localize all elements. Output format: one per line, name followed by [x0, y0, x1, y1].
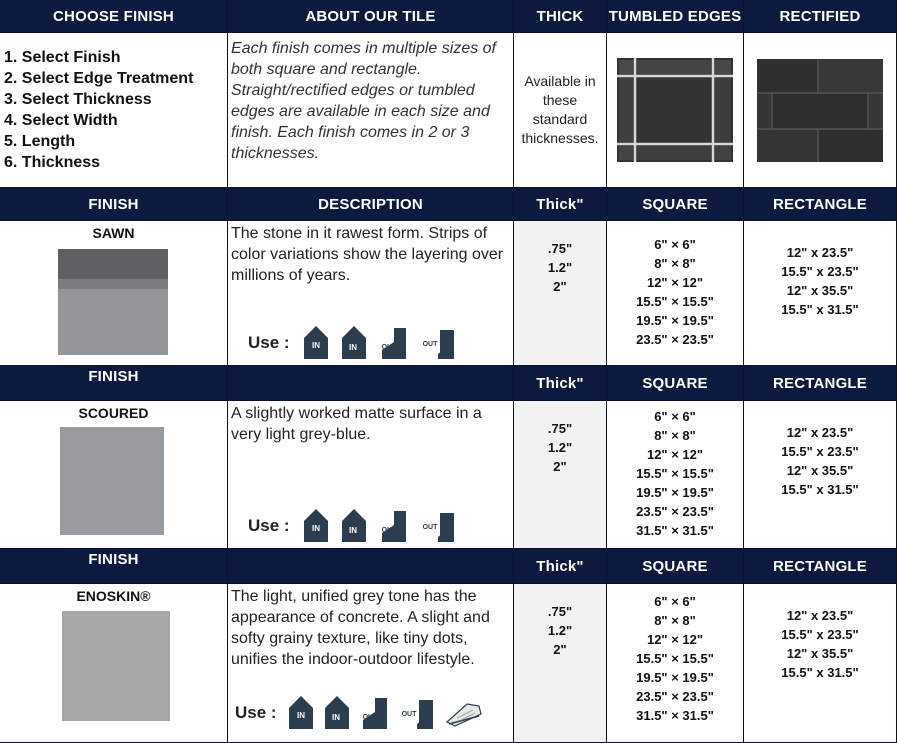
- use-label: Use :: [248, 515, 290, 535]
- square-header: SQUARE: [607, 366, 744, 401]
- rectangle-sizes-enoskin: [744, 584, 897, 743]
- square-size: 23.5" × 23.5": [636, 689, 714, 704]
- indoor-floor-icon: [302, 324, 330, 360]
- step-item: 6. Thickness: [4, 154, 101, 171]
- finish-sawn: [0, 221, 228, 366]
- square-header: SQUARE: [607, 188, 744, 221]
- square-size: 15.5" × 15.5": [636, 651, 714, 666]
- outdoor-floor-icon: [378, 324, 408, 360]
- enoskin-swatch-image: [62, 611, 170, 721]
- thickness-value: 1.2": [547, 260, 573, 275]
- thickness-value: .75": [547, 421, 573, 436]
- rectangle-sizes-scoured: [744, 401, 897, 549]
- rectified-tile-image: [757, 59, 883, 162]
- svg-text:OUT: OUT: [422, 341, 437, 348]
- description-header: DESCRIPTION: [228, 188, 514, 221]
- outdoor-wall-icon: [418, 507, 456, 543]
- square-sizes-enoskin: [607, 584, 744, 743]
- description-sawn: [228, 221, 514, 366]
- use-label: Use :: [235, 702, 277, 722]
- svg-text:IN: IN: [348, 343, 357, 352]
- description-text: A slightly worked matte surface in a very light grey-blue.: [231, 405, 482, 443]
- svg-text:IN: IN: [296, 711, 305, 720]
- thickness-note-text: Available in these standard thicknesses.: [521, 73, 599, 146]
- svg-text:OUT: OUT: [362, 714, 377, 721]
- rectangle-size: 12" x 35.5": [786, 463, 854, 478]
- use-icons: [248, 507, 456, 543]
- square-size: 12" × 12": [646, 275, 704, 290]
- square-size: 19.5" × 19.5": [636, 670, 714, 685]
- rectangle-size: 12" x 35.5": [786, 283, 854, 298]
- thick-subheader: Thick": [514, 188, 607, 221]
- thickness-list-scoured: [514, 401, 607, 549]
- thickness-note: [514, 33, 607, 188]
- square-size: 23.5" × 23.5": [636, 332, 714, 347]
- about-text: Each finish comes in multiple sizes of both square and rectangle. Straight/rectified edges or tumbled edges are available in each size and finish. Each finish comes in 2 or 3 thicknesses.: [228, 33, 514, 188]
- thickness-value: .75": [547, 241, 573, 256]
- rectangle-size: 12" x 23.5": [786, 608, 854, 623]
- choose-finish-header: CHOOSE FINISH: [0, 0, 228, 33]
- rectified-image: [744, 33, 897, 188]
- square-size: 31.5" × 31.5": [636, 523, 714, 538]
- svg-text:OUT: OUT: [381, 527, 396, 534]
- rectangle-size: 15.5" x 23.5": [781, 444, 859, 459]
- description-header-empty: [228, 366, 514, 401]
- indoor-floor-icon: [302, 507, 330, 543]
- tumbled-tile-image: [617, 58, 733, 162]
- thick-subheader: Thick": [514, 366, 607, 401]
- square-size: 12" × 12": [646, 632, 704, 647]
- rectangle-size: 12" x 35.5": [786, 646, 854, 661]
- square-size: 31.5" × 31.5": [636, 708, 714, 723]
- description-scoured: [228, 401, 514, 549]
- rectangle-header: RECTANGLE: [744, 188, 897, 221]
- step-item: 3. Select Thickness: [4, 91, 152, 108]
- use-icons: [235, 694, 483, 730]
- about-tile-header: ABOUT OUR TILE: [228, 0, 514, 33]
- rectangle-sizes-sawn: [744, 221, 897, 366]
- thick-header: THICK: [514, 0, 607, 33]
- square-header: SQUARE: [607, 549, 744, 584]
- tumbled-edges-header: TUMBLED EDGES: [607, 0, 744, 33]
- step-item: 2. Select Edge Treatment: [4, 70, 194, 87]
- finish-header: FINISH: [0, 549, 228, 584]
- outdoor-floor-icon: [359, 694, 389, 730]
- indoor-wall-icon: [340, 507, 368, 543]
- step-item: 4. Select Width: [4, 112, 118, 129]
- finish-scoured: [0, 401, 228, 549]
- thickness-value: 2": [553, 279, 567, 294]
- description-text: The stone in it rawest form. Strips of color variations show the layering over millions of years.: [231, 225, 504, 284]
- svg-text:OUT: OUT: [422, 524, 437, 531]
- step-item: 1. Select Finish: [4, 49, 121, 66]
- description-enoskin: [228, 584, 514, 743]
- rectangle-size: 15.5" x 31.5": [781, 302, 859, 317]
- outdoor-wall-icon: [418, 324, 456, 360]
- rectangle-header: RECTANGLE: [744, 366, 897, 401]
- rectangle-size: 15.5" x 31.5": [781, 665, 859, 680]
- square-size: 8" × 8": [654, 613, 696, 628]
- square-sizes-scoured: [607, 401, 744, 549]
- use-label: Use :: [248, 332, 290, 352]
- indoor-wall-icon: [340, 324, 368, 360]
- svg-text:IN: IN: [331, 713, 340, 722]
- svg-text:OUT: OUT: [401, 711, 416, 718]
- description-header-empty: [228, 549, 514, 584]
- rectangle-size: 12" x 23.5": [786, 425, 854, 440]
- outdoor-floor-icon: [378, 507, 408, 543]
- step-item: 5. Length: [4, 133, 76, 150]
- rectangle-size: 15.5" x 23.5": [781, 264, 859, 279]
- description-text: The light, unified grey tone has the appearance of concrete. A slight and softy grainy texture, like tiny dots, unifies the indoor-outdoor lifestyle.: [231, 588, 490, 668]
- thickness-list-sawn: [514, 221, 607, 366]
- square-size: 6" × 6": [654, 594, 696, 609]
- thickness-list-enoskin: [514, 584, 607, 743]
- square-sizes-sawn: [607, 221, 744, 366]
- svg-text:IN: IN: [311, 524, 320, 533]
- finish-name: ENOSKIN®: [76, 588, 151, 604]
- finish-header: FINISH: [0, 188, 228, 221]
- svg-text:IN: IN: [348, 526, 357, 535]
- outdoor-pool-icon: [443, 696, 483, 728]
- square-size: 15.5" × 15.5": [636, 466, 714, 481]
- finish-name: SAWN: [92, 225, 135, 241]
- tumbled-edges-image: [607, 33, 744, 188]
- thickness-value: 2": [553, 642, 567, 657]
- square-size: 8" × 8": [654, 256, 696, 271]
- square-size: 6" × 6": [654, 409, 696, 424]
- square-size: 15.5" × 15.5": [636, 294, 714, 309]
- finish-enoskin: [0, 584, 228, 743]
- svg-text:IN: IN: [311, 341, 320, 350]
- thickness-value: 1.2": [547, 440, 573, 455]
- rectangle-header: RECTANGLE: [744, 549, 897, 584]
- rectangle-size: 15.5" x 31.5": [781, 482, 859, 497]
- rectified-header: RECTIFIED: [744, 0, 897, 33]
- rectangle-size: 12" x 23.5": [786, 245, 854, 260]
- steps-list: [0, 33, 228, 188]
- thickness-value: .75": [547, 604, 573, 619]
- square-size: 19.5" × 19.5": [636, 313, 714, 328]
- scoured-swatch-image: [60, 427, 164, 535]
- thickness-value: 1.2": [547, 623, 573, 638]
- thick-subheader: Thick": [514, 549, 607, 584]
- svg-text:OUT: OUT: [381, 344, 396, 351]
- square-size: 19.5" × 19.5": [636, 485, 714, 500]
- indoor-floor-icon: [287, 694, 315, 730]
- sawn-swatch-image: [58, 249, 168, 355]
- rectangle-size: 15.5" x 23.5": [781, 627, 859, 642]
- square-size: 12" × 12": [646, 447, 704, 462]
- square-size: 23.5" × 23.5": [636, 504, 714, 519]
- finish-header: FINISH: [0, 366, 228, 401]
- outdoor-wall-icon: [397, 694, 435, 730]
- thickness-value: 2": [553, 459, 567, 474]
- square-size: 8" × 8": [654, 428, 696, 443]
- finish-name: SCOURED: [78, 405, 149, 421]
- use-icons: [248, 324, 456, 360]
- indoor-wall-icon: [323, 694, 351, 730]
- square-size: 6" × 6": [654, 237, 696, 252]
